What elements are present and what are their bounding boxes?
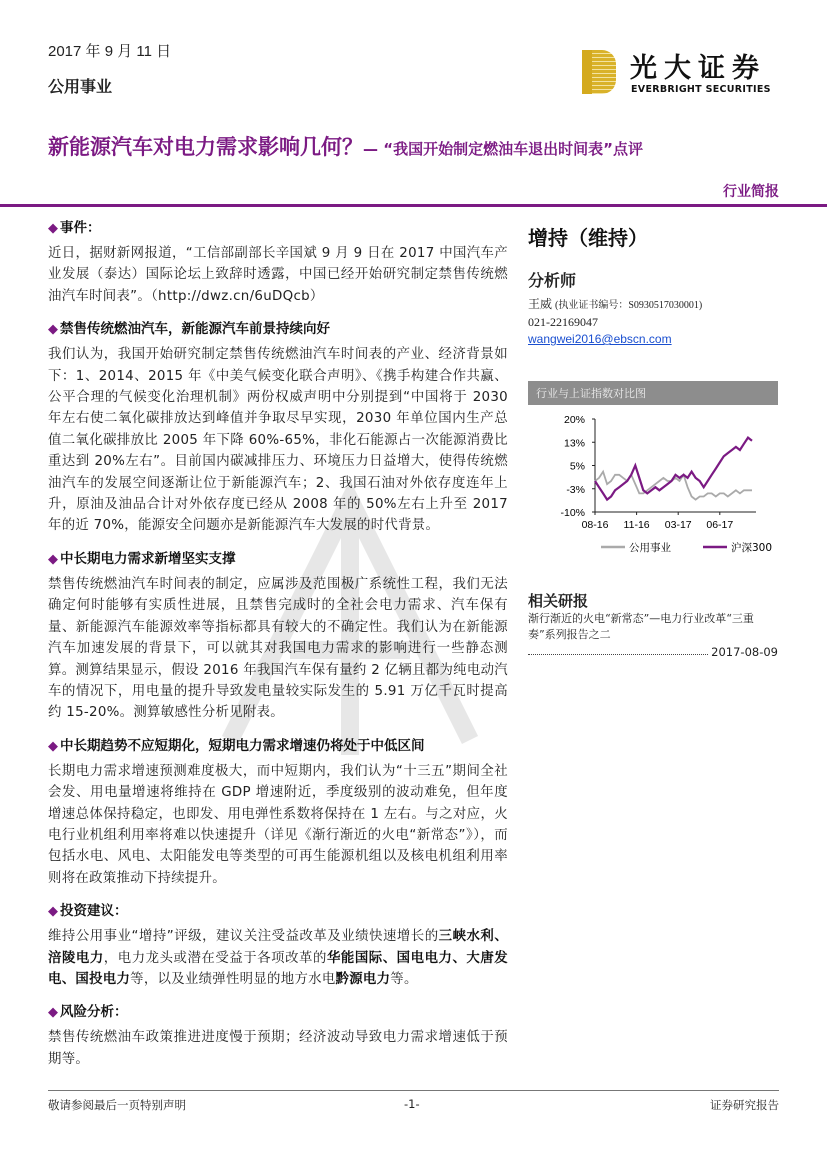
diamond-icon: ◆ [48, 904, 58, 920]
section-body: 近日，据财新网报道，“工信部副部长辛国斌 9 月 9 日在 2017 中国汽车产业发展（泰达）国际论坛上致辞时透露，中国已经开始研究制定禁售传统燃油汽车时间表”。（http://dwz.cn/6uDQcb） [48, 246, 508, 304]
analyst-heading: 分析师 [528, 271, 577, 290]
rating: 增持（维持） [528, 226, 648, 250]
related-date: 2017-08-09 [711, 645, 778, 659]
text: 维持公用事业“增持”评级，建议关注受益改革及业绩快速增长的 [48, 929, 439, 945]
logo-mark-icon [582, 50, 616, 94]
report-date: 2017 年 9 月 11 日 [48, 43, 172, 60]
section-heading [48, 734, 508, 754]
title-main: 新能源汽车对电力需求影响几何？ [48, 135, 363, 159]
section-heading [48, 1000, 508, 1020]
section-heading [48, 216, 508, 236]
analyst-phone: 021-22169047 [528, 315, 598, 329]
heading-text: 风险分析： [60, 1004, 128, 1021]
heading-text: 禁售传统燃油汽车，新能源汽车前景持续向好 [60, 321, 330, 338]
section-body: 禁售传统燃油汽车时间表的制定，应属涉及范围极广系统性工程，我们无法确定何时能够有实质性进展，且禁售完成时的全社会电力需求、汽车保有量、新能源汽车能源效率等指标都具有较大的不确定性。我们认为在新能源汽车加速发展的背景下，可以就其对我国电力需求的影响进行一些静态测算。测算结果显示，假设 2016 年我国汽车保有量约 2 亿辆且都为纯电动汽车的情况下，用电量的提升导致发电量较实际发生的 5.91 万亿千瓦时提高约 15-20%。测算敏感性分析见附表。 [48, 576, 508, 721]
y-tick-label: -3% [566, 483, 585, 496]
section-heading [48, 317, 508, 337]
diamond-icon: ◆ [48, 738, 58, 754]
text: 等。 [390, 971, 418, 987]
footer-divider [48, 1090, 779, 1091]
text: 等，以及业绩弹性明显的地方水电 [130, 971, 336, 987]
heading-text: 投资建议： [60, 903, 128, 920]
comparison-chart [528, 407, 778, 582]
main-column [48, 216, 508, 1080]
related-date-row [528, 645, 778, 659]
analyst-email-link[interactable]: wangwei2016@ebscn.com [528, 332, 672, 346]
report-title [48, 131, 643, 161]
logo-en: EVERBRIGHT SECURITIES [631, 84, 771, 95]
related-report-link[interactable]: 渐行渐近的火电“新常态”—电力行业改革“三重奏”系列报告之二 [528, 612, 754, 641]
invest-body [48, 926, 508, 990]
chart-title: 行业与上证指数对比图 [528, 381, 778, 405]
legend-label: 公用事业 [629, 542, 671, 554]
stock-names: 黔源电力 [335, 971, 391, 987]
x-tick-label: 06-17 [706, 519, 734, 531]
diamond-icon: ◆ [48, 551, 58, 567]
section-body: 我们认为，我国开始研究制定禁售传统燃油汽车时间表的产业、经济背景如下：1、2014、2015 年《中美气候变化联合声明》、《携手构建合作共赢、公平合理的气候变化治理机制》两份权威声明中分别提到“中国将于 2030 年左右使二氧化碳排放达到峰值并争取尽早实现，2030 年单位国内生产总值二氧化碳排放比 2005 年下降 60%-65%，非化石能源占一次能源消费比重达到 20%左右”。目前国内碳减排压力、环境压力日益增大，使得传统燃油汽车的发展空间逐渐让位于新能源汽车；2、我国石油对外依存度连年上升，原油及油品合计对外依存度已经从 2008 年的 50%左右上升至 2017 年的近 70%，能源安全问题亦是新能源汽车大发展的时代背景。 [48, 347, 508, 534]
y-tick-label: -10% [560, 507, 585, 519]
header-divider [0, 204, 827, 207]
dot-leader [528, 654, 708, 655]
heading-text: 中长期趋势不应短期化，短期电力需求增速仍将处于中低区间 [60, 737, 425, 754]
x-tick-label: 11-16 [623, 519, 650, 531]
y-tick-label: 5% [569, 460, 585, 473]
analyst-cert: (执业证书编号：S0930517030001) [555, 300, 703, 311]
text: ，电力龙头或潜在受益于各项改革的 [103, 950, 327, 966]
legend-label: 沪深300 [731, 542, 773, 554]
y-tick-label: 13% [563, 437, 585, 450]
risk-body: 禁售传统燃油车政策推进进度慢于预期；经济波动导致电力需求增速低于预期等。 [48, 1030, 508, 1067]
section-heading [48, 547, 508, 567]
x-tick-label: 03-17 [664, 519, 692, 531]
section-heading [48, 899, 508, 919]
sidebar [528, 222, 778, 659]
page-number: -1- [404, 1097, 420, 1111]
diamond-icon: ◆ [48, 221, 58, 236]
footer-report-type: 证券研究报告 [710, 1098, 779, 1112]
doc-type: 行业简报 [723, 184, 779, 200]
stock-names: 三峡水利、涪陵电力 [48, 929, 509, 966]
company-logo [582, 46, 782, 96]
heading-text: 中长期电力需求新增坚实支撑 [60, 550, 236, 567]
sector-label: 公用事业 [48, 77, 113, 96]
heading-text: 事件： [60, 220, 101, 236]
diamond-icon: ◆ [48, 1005, 58, 1021]
stock-names: 华能国际、国电电力、大唐发电、国投电力 [48, 950, 509, 987]
logo-cn: 光大证券 [630, 53, 766, 84]
related-heading: 相关研报 [528, 592, 589, 610]
footer-disclaimer: 敬请参阅最后一页特别声明 [48, 1098, 186, 1112]
analyst-line [528, 296, 778, 314]
section-body: 长期电力需求增速预测难度极大，而中短期内，我们认为“十三五”期间全社会发、用电量增速将维持在 GDP 增速附近，季度级别的波动难免，但年度增速总体保持稳定，也即发、用电弹性系数将保持在 1 左右。与之对应，火电行业机组利用率将难以快速提升（详见《渐行渐近的火电“新常态”》），而包括水电、风电、太阳能发电等类型的可再生能源机组以及核电机组利用率则将在政策推动下持续提升。 [48, 763, 508, 886]
analyst-name: 王威 [528, 297, 553, 311]
x-tick-label: 08-16 [581, 519, 609, 531]
y-tick-label: 20% [563, 414, 585, 426]
series-line [595, 438, 752, 500]
title-sub: — “我国开始制定燃油车退出时间表”点评 [363, 140, 643, 158]
diamond-icon: ◆ [48, 322, 58, 338]
